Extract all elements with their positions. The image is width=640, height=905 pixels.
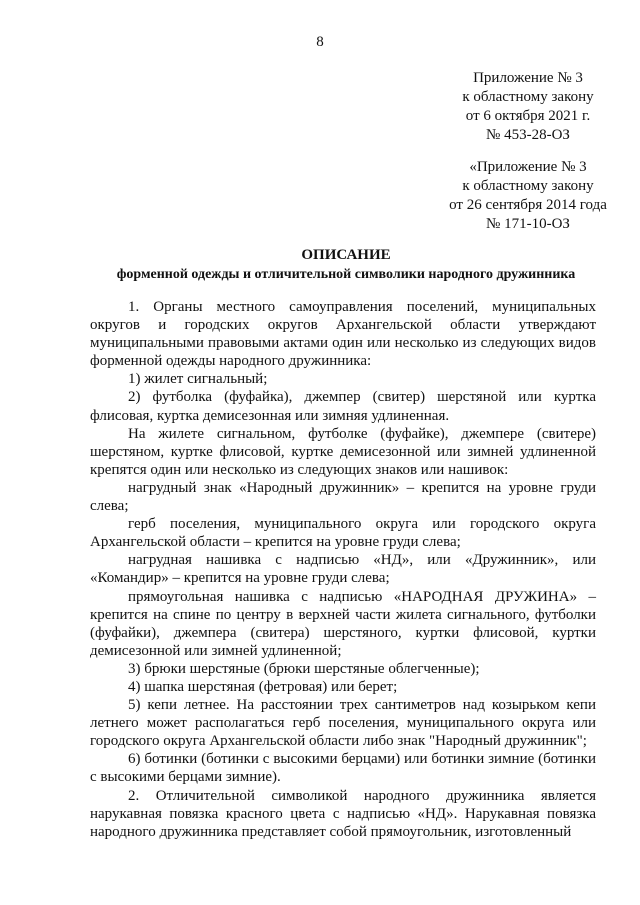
title-block [96, 246, 596, 284]
paragraph: 2. Отличительной символикой народного дружинника является нарукавная повязка красного цвета с надписью «НД». Нарукавная повязка народного дружинника представляет собой прямоугольник, изготовленный [90, 787, 596, 840]
paragraph: 3) брюки шерстяные (брюки шерстяные облегченные); [128, 660, 480, 677]
paragraph: нагрудная нашивка с надписью «НД», или «Дружинник», или «Командир» – крепится на уровне груди слева; [90, 552, 596, 587]
appendix-line: Приложение № 3 [473, 70, 583, 86]
appendix-line: от 26 сентября 2014 года [449, 197, 607, 213]
paragraph: 1) жилет сигнальный; [128, 371, 268, 388]
appendix-header-new [408, 69, 640, 145]
document-subtitle: форменной одежды и отличительной символики народного дружинника [116, 267, 576, 282]
appendix-line: к областному закону [462, 178, 594, 194]
body-text [90, 298, 596, 841]
appendix-header-old [408, 158, 640, 234]
paragraph: 2) футболка (фуфайка), джемпер (свитер) шерстяной или куртка флисовая, куртка демисезонная или зимняя удлиненная. [90, 389, 596, 424]
paragraph: нагрудный знак «Народный дружинник» – крепится на уровне груди слева; [90, 479, 596, 515]
paragraph: 4) шапка шерстяная (фетровая) или берет; [128, 678, 398, 695]
paragraph: 5) кепи летнее. На расстоянии трех сантиметров над козырьком кепи летнего может располагаться герб поселения, муниципального округа или городского округа Архангельской области либо знак "Народный дружинник"; [90, 697, 596, 750]
page-number: 8 [316, 34, 324, 50]
paragraph: прямоугольная нашивка с надписью «НАРОДНАЯ ДРУЖИНА» – крепится на спине по центру в верхней части жилета сигнального, футболки (фуфайки), джемпера (свитера) шерстяного, куртки флисовой, куртки демисезонной или зимней удлиненной; [90, 588, 596, 659]
appendix-line: к областному закону [462, 89, 594, 105]
paragraph: герб поселения, муниципального округа или городского округа Архангельской области – крепится на уровне груди слева; [90, 516, 596, 551]
appendix-line: № 171-10-ОЗ [486, 216, 570, 232]
appendix-line: № 453-28-ОЗ [486, 127, 570, 143]
appendix-line: от 6 октября 2021 г. [465, 108, 591, 124]
paragraph: 6) ботинки (ботинки с высокими берцами) или ботинки зимние (ботинки с высокими берцами зимние). [90, 751, 596, 786]
paragraph: 1. Органы местного самоуправления поселений, муниципальных округов и городских округов Архангельской области утверждают муниципальными правовыми актами один или несколько из следующих видов форменной одежды народного дружинника: [90, 299, 596, 370]
appendix-line: «Приложение № 3 [469, 159, 587, 175]
document-title: ОПИСАНИЕ [301, 247, 391, 263]
paragraph: На жилете сигнальном, футболке (фуфайке), джемпере (свитере) шерстяном, куртке флисовой, куртке демисезонной или зимней удлиненной крепятся один или несколько из следующих знаков или нашивок: [90, 425, 596, 478]
